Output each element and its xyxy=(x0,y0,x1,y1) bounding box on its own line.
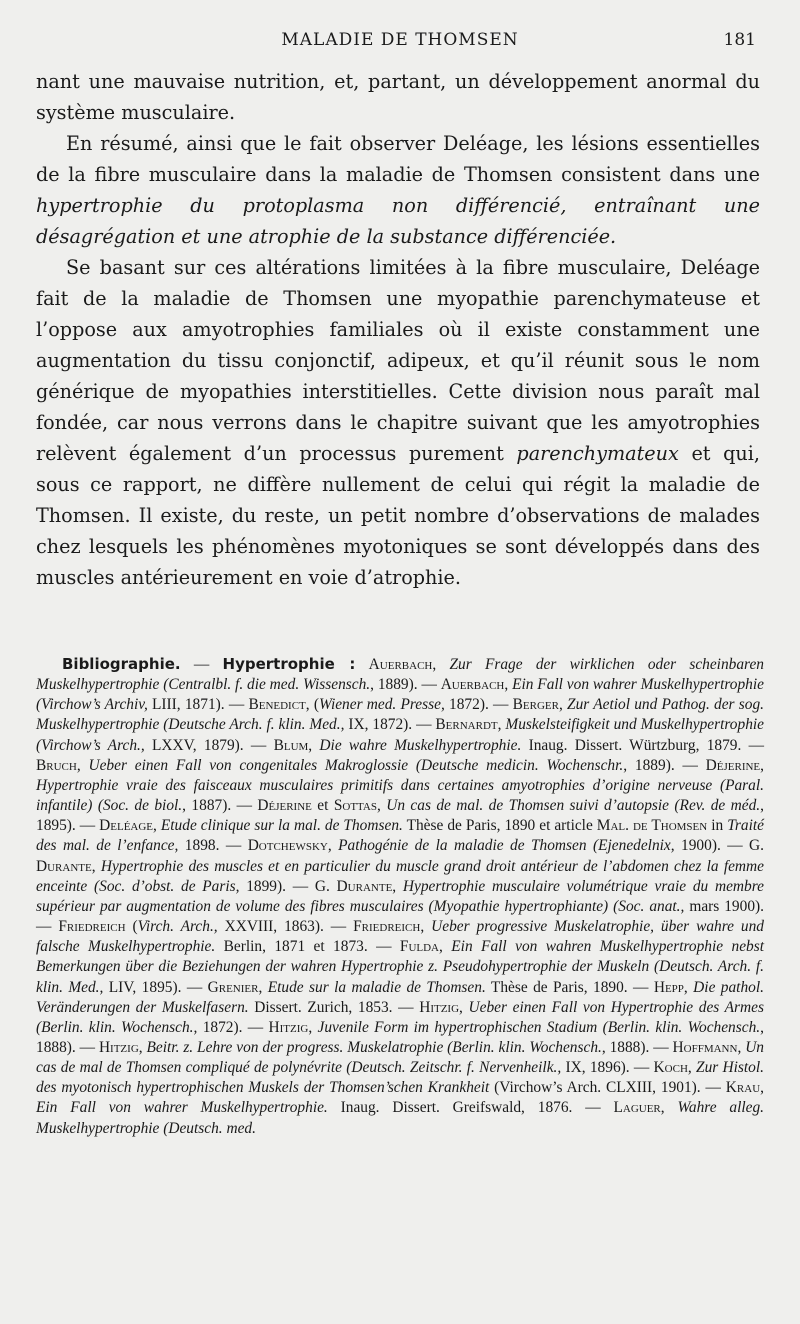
separator-text-s36: , xyxy=(439,938,452,956)
separator-text-s27: 1900). — xyxy=(674,837,750,855)
work-title-t05: Muskelsteifigkeit und Muskelhypertrophie (Virchow’s Arch., xyxy=(36,716,765,754)
author-name-a02: Auerbach xyxy=(440,676,505,694)
author-name-a14: G. Durante xyxy=(36,837,765,875)
separator-text-s40: , xyxy=(683,978,694,996)
bibliography-paragraph xyxy=(36,654,764,1139)
work-title-t03: Wiener med. Presse, xyxy=(318,696,445,714)
separator-text-s16: , 1889). — xyxy=(623,756,706,774)
separator-text-s20: , xyxy=(376,797,387,815)
work-title-t09: Un cas de mal. de Thomsen suivi d’autopsie (Rev. de méd. xyxy=(386,797,761,815)
text-p3_a: Se basant sur ces altérations limitées à la fibre musculaire, Deléage fait de la maladie de Thomsen une myopathie parenchymateuse et l’oppose aux amyotrophies familiales où il existe constamment une augmentation du tissu conjonctif, adipeux, et qu’il réunit sous le nom générique de myopathies interstitielles. Cette division nous paraît mal fondée, car nous verrons dans le chapitre suivant que les amyotrophies relèvent également d’un processus purement xyxy=(36,256,760,465)
text-p2_text: En résumé, ainsi que le fait observer Deléage, les lésions essentielles de la fibre musculaire dans la maladie de Thomsen consistent dans une xyxy=(36,132,760,186)
work-title-t07: Ueber einen Fall von congenitales Makroglossie (Deutsche medicin. Wochenschr. xyxy=(88,756,624,774)
work-title-t23: Un cas de mal de Thomsen compliqué de polynévrite (Deutsch. Zeitschr. f. Nervenheilk., xyxy=(36,1038,764,1077)
author-name-a23: Hitzig xyxy=(98,1038,139,1056)
separator-text-s42: , xyxy=(459,998,469,1016)
separator-text-s07: , ( xyxy=(305,696,319,714)
separator-text-s19: et xyxy=(311,797,334,815)
separator-text-s04: , 1889). — xyxy=(370,676,441,694)
author-name-a17: Friedreich xyxy=(353,918,421,936)
author-name-a26: Krau xyxy=(725,1079,761,1097)
separator-text-s52: , xyxy=(760,1079,764,1097)
separator-text-s38: , xyxy=(258,978,268,996)
author-name-a27: Laguer xyxy=(613,1099,661,1117)
work-title-t14: Hypertrophie musculaire volumétrique vraie du membre supérieur par augmentation de volume des fibres musculaires (Myopathie hypertrophiante) (Soc. anat., xyxy=(36,877,764,915)
separator-text-s47: , 1888). — xyxy=(601,1038,673,1056)
work-title-t12: Pathogénie de la maladie de Thomsen (Ejenedelnix, xyxy=(338,837,675,855)
work-title-t02: Ein Fall von wahrer Muskelhypertrophie (Virchow’s Archiv, xyxy=(36,676,764,714)
work-title-t26: Wahre alleg. Muskelhypertrophie (Deutsch. med. xyxy=(36,1099,765,1137)
page-number: 181 xyxy=(723,30,756,50)
author-name-a12: Mal. de Thomsen xyxy=(596,817,708,835)
emphasis-p2_italic: hypertrophie du protoplasma non différencié, entraînant une désagrégation et une atrophie de la substance différenciée. xyxy=(36,194,760,248)
separator-text-s18: , 1887). — xyxy=(182,797,258,815)
work-title-t18: Etude sur la maladie de Thomsen. xyxy=(267,978,486,996)
separator-text-s49: IX, 1896). — xyxy=(561,1059,654,1077)
separator-text-s05: , xyxy=(504,676,513,694)
separator-text-s17: , xyxy=(760,756,765,774)
work-title-t08: Hypertrophie vraie des faisceaux musculaires primitifs dans certaines amyotrophies d’origine nerveuse (Paral. infantile) (Soc. de biol. xyxy=(36,776,764,815)
separator-text-s48: , xyxy=(737,1038,746,1056)
separator-text-s24: in xyxy=(707,817,728,835)
paragraph-3 xyxy=(36,252,760,593)
separator-text-s33: XXVIII, 1863). — xyxy=(217,918,354,936)
author-name-a13: Dotchewsky xyxy=(247,837,328,855)
separator-text-s01: — xyxy=(180,656,223,673)
separator-text-s13: , xyxy=(308,736,320,754)
work-title-t04: Zur Aetiol und Pathog. der sog. Muskelhypertrophie (Deutsche Arch. f. klin. Med., xyxy=(36,696,764,734)
author-name-a03: Benedict xyxy=(248,696,306,714)
author-name-a05: Bernardt xyxy=(435,716,498,734)
separator-text-s21: , 1895). — xyxy=(36,797,764,835)
separator-text-s14: Inaug. Dissert. Würtzburg, 1879. — xyxy=(521,736,764,754)
separator-text-s03: , xyxy=(432,656,450,673)
author-name-a04: Berger xyxy=(512,696,559,714)
separator-text-s51: (Virchow’s Arch. CLXIII, 1901). — xyxy=(489,1079,726,1097)
separator-text-s08: 1872). — xyxy=(444,696,513,714)
work-title-t13: Hypertrophie des muscles et en particulier du muscle grand droit antérieur de l’abdomen chez la femme enceinte (Soc. d’obst. de Paris, xyxy=(36,857,764,895)
separator-text-s06: LIII, 1871). — xyxy=(147,696,249,714)
separator-text-s41: Dissert. Zurich, 1853. — xyxy=(248,998,420,1016)
separator-text-s10: IX, 1872). — xyxy=(344,716,436,734)
separator-text-s37: LIV, 1895). — xyxy=(103,978,208,996)
separator-text-s35: Berlin, 1871 et 1873. — xyxy=(215,938,400,956)
work-title-t10: Etude clinique sur la mal. de Thomsen. xyxy=(160,817,403,835)
author-name-a24: Hoffmann xyxy=(672,1038,738,1056)
work-title-t15: Virch. Arch., xyxy=(137,918,218,936)
author-name-a09: Déjerine xyxy=(257,797,312,815)
author-name-a01: Auerbach xyxy=(368,656,433,673)
separator-text-s15: , xyxy=(76,756,89,774)
emphasis-p3_italic: parenchymateux xyxy=(516,442,679,465)
work-title-t20: Ueber einen Fall von Hypertrophie des Armes (Berlin. klin. Wochensch., xyxy=(36,998,764,1036)
separator-text-s12: LXXV, 1879). — xyxy=(144,736,274,754)
author-name-a25: Koch xyxy=(653,1059,688,1077)
separator-text-s54: , xyxy=(660,1099,678,1117)
work-title-t19: Die pathol. Veränderungen der Muskelfasern. xyxy=(36,978,764,1016)
separator-text-s34: , xyxy=(420,918,432,936)
separator-text-s46: , xyxy=(138,1038,147,1056)
page-header xyxy=(36,30,764,54)
separator-text-s39: Thèse de Paris, 1890. — xyxy=(485,978,654,996)
work-title-t16: Ueber progressive Muskelatrophie, über wahre und falsche Muskelhypertrophie. xyxy=(36,918,764,956)
separator-text-s28: , xyxy=(91,857,101,875)
work-title-t24: Zur Histol. des myotonisch hypertrophischen Muskels der Thomsen’schen Krankheit xyxy=(36,1059,765,1097)
section-heading: Hypertrophie : xyxy=(222,655,356,673)
main-text xyxy=(36,66,760,593)
separator-text-s22: , xyxy=(153,817,161,835)
separator-text-s53: Inaug. Dissert. Greifswald, 1876. — xyxy=(327,1099,614,1117)
separator-text-s09: , xyxy=(558,696,568,714)
author-name-a06: Blum xyxy=(273,736,309,754)
separator-text-s30: , xyxy=(392,877,403,895)
separator-text-s45: , 1888). — xyxy=(36,1018,764,1056)
author-name-a16: Friedreich xyxy=(58,918,126,936)
separator-text-s31: mars 1900). — xyxy=(36,897,764,936)
author-name-a15: G. Durante xyxy=(314,877,393,895)
separator-text-s29: 1899). — xyxy=(239,877,315,895)
work-title-t11: Traité des mal. de l’enfance, xyxy=(36,817,764,855)
text-p1: nant une mauvaise nutrition, et, partant, un développement anormal du système musculaire. xyxy=(36,70,760,124)
work-title-t17: Ein Fall von wahren Muskelhypertrophie nebst Bemerkungen über die Beziehungen der wahren Hypertrophie z. Pseudohypertrophie der Muskeln (Deutsch. Arch. f. klin. Med., xyxy=(36,938,765,996)
work-title-t22: Beitr. z. Lehre von der progress. Muskelatrophie (Berlin. klin. Wochensch. xyxy=(146,1038,602,1056)
separator-text-s23: Thèse de Paris, 1890 et article xyxy=(402,817,597,835)
author-name-a20: Hepp xyxy=(653,978,684,996)
running-title: MALADIE DE THOMSEN xyxy=(281,30,519,50)
author-name-a11: Deléage xyxy=(99,817,154,835)
bibliography xyxy=(36,654,764,1139)
text-p3_b: et qui, sous ce rapport, ne diffère nullement de celui qui régit la maladie de Thomsen. Il existe, du reste, un petit nombre d’observations de malades chez lesquels les phénomènes myotoniques se sont développés dans des muscles antérieurement en voie d’atrophie. xyxy=(36,442,761,589)
author-name-a22: Hitzig xyxy=(268,1018,309,1036)
separator-text-s50: , xyxy=(687,1059,697,1077)
separator-text-s25: 1898. — xyxy=(178,837,248,855)
work-title-t01: Zur Frage der wirklichen oder scheinbaren Muskelhypertrophie (Centralbl. f. die med. Wissensch. xyxy=(36,656,764,694)
author-name-a18: Fulda xyxy=(399,938,440,956)
author-name-a19: Grenier xyxy=(207,978,259,996)
work-title-t06: Die wahre Muskelhypertrophie. xyxy=(319,736,522,754)
separator-text-s43: 1872). — xyxy=(197,1018,269,1036)
separator-text-s02 xyxy=(355,656,368,673)
paragraph-2 xyxy=(36,128,760,252)
work-title-t25: Ein Fall von wahrer Muskelhypertrophie. xyxy=(36,1099,328,1117)
author-name-a08: Déjerine xyxy=(705,756,761,774)
separator-text-s26: , xyxy=(327,837,339,855)
author-name-a10: Sottas xyxy=(333,797,377,815)
separator-text-s44: , xyxy=(308,1018,318,1036)
paragraph-1 xyxy=(36,66,760,128)
bibliography-label: Bibliographie. xyxy=(62,655,181,673)
work-title-t21: Juvenile Form im hypertrophischen Stadium (Berlin. klin. Wochensch. xyxy=(317,1018,761,1036)
separator-text-s11: , xyxy=(497,716,506,734)
author-name-a21: Hitzig xyxy=(419,998,460,1016)
separator-text-s32: ( xyxy=(125,918,138,936)
author-name-a07: Bruch xyxy=(36,756,77,774)
